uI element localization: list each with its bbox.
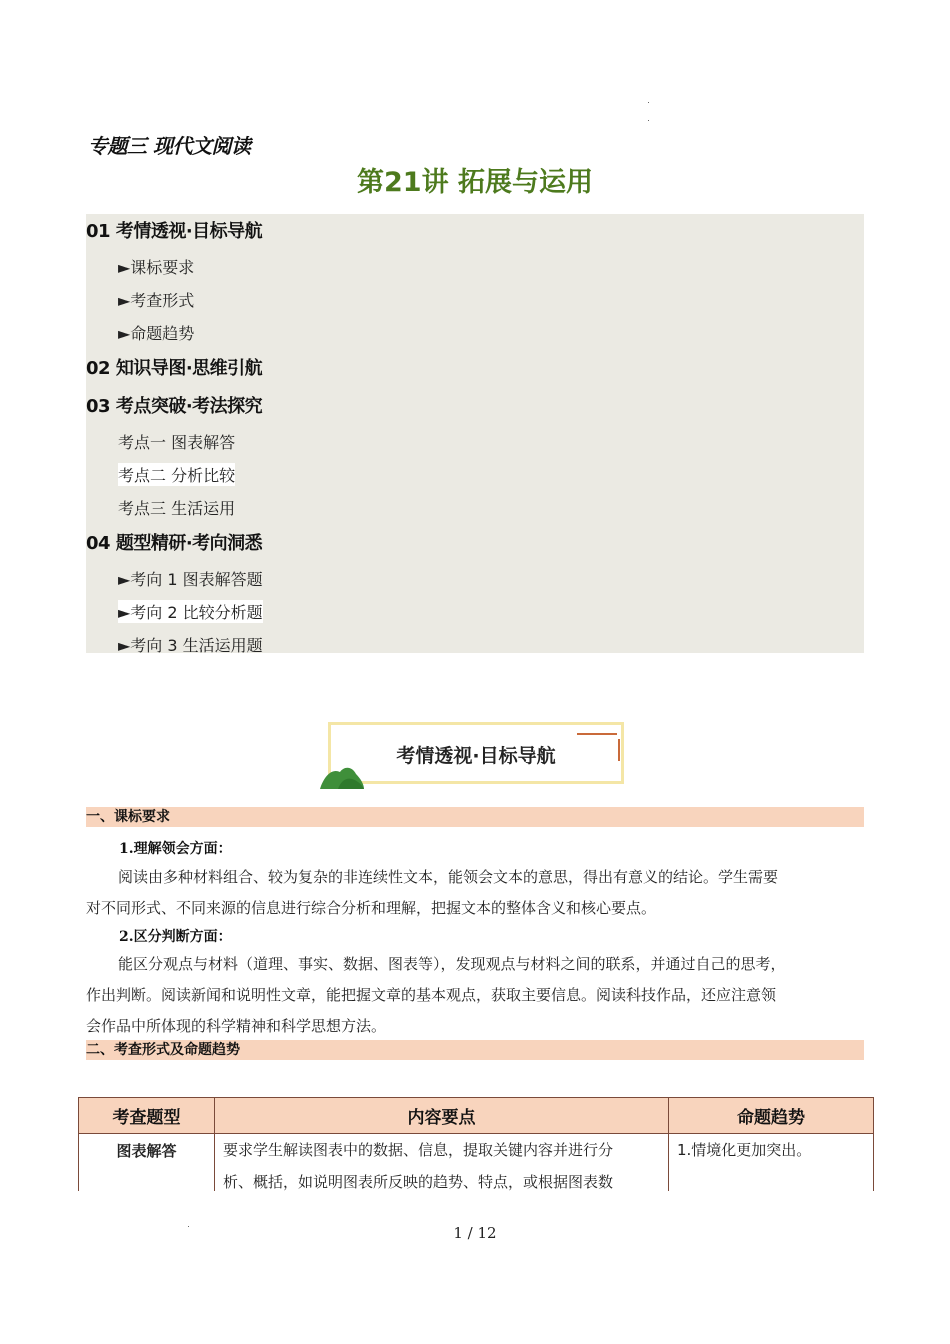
paragraph-line: 对不同形式、不同来源的信息进行综合分析和理解，把握文本的整体含义和核心要点。 <box>86 899 657 917</box>
lecture-title: 第21讲 拓展与运用 <box>357 167 593 198</box>
toc-section-4[interactable]: 04 题型精研·考向洞悉 <box>86 533 263 554</box>
toc-item[interactable]: 考点三 生活运用 <box>118 499 236 518</box>
table-row <box>79 1134 874 1192</box>
toc-item[interactable]: 考点一 图表解答 <box>118 433 236 452</box>
table-header: 内容要点 <box>215 1098 669 1134</box>
paragraph-line: 会作品中所体现的科学精神和科学思想方法。 <box>86 1017 387 1035</box>
toc-item[interactable]: ►命题趋势 <box>118 324 195 343</box>
section-heading-2: 二、考查形式及命题趋势 <box>86 1040 864 1060</box>
paragraph-line: 作出判断。阅读新闻和说明性文章，能把握文章的基本观点，获取主要信息。阅读科技作品，还应注意领 <box>86 986 777 1004</box>
toc-item[interactable]: 考点二 分析比较 <box>118 463 235 486</box>
table-cell-content <box>215 1134 669 1192</box>
toc-item[interactable]: ►课标要求 <box>118 258 195 277</box>
series-label: 专题三 现代文阅读 <box>88 134 251 158</box>
table-header: 命题趋势 <box>669 1098 874 1134</box>
toc-item[interactable]: ►考查形式 <box>118 291 195 310</box>
banner-title: 考情透视·目标导航 <box>396 745 556 767</box>
paragraph-line: 能区分观点与材料（道理、事实、数据、图表等），发现观点与材料之间的联系，并通过自己的思考， <box>118 955 786 973</box>
cell-line: 要求学生解读图表中的数据、信息，提取关键内容并进行分 <box>223 1141 614 1159</box>
paragraph-line: 阅读由多种材料组合、较为复杂的非连续性文本，能领会文本的意思，得出有意义的结论。学生需要 <box>118 868 779 886</box>
table-header: 考查题型 <box>79 1098 215 1134</box>
section-heading-1: 一、课标要求 <box>86 807 864 827</box>
toc-item[interactable]: ►考向 1 图表解答题 <box>118 570 263 589</box>
toc-item[interactable]: ►考向 2 比较分析题 <box>118 600 263 623</box>
table-cell-type: 图表解答 <box>79 1134 215 1192</box>
page-number: 1 / 12 <box>453 1224 497 1242</box>
toc-section-2[interactable]: 02 知识导图·思维引航 <box>86 358 263 379</box>
toc-section-3[interactable]: 03 考点突破·考法探究 <box>86 396 263 417</box>
exam-format-table <box>78 1097 874 1191</box>
cell-line: 析、概括，如说明图表所反映的趋势、特点，或根据图表数 <box>223 1173 614 1191</box>
table-cell-trend: 1.情境化更加突出。 <box>669 1134 874 1192</box>
toc-section-1[interactable]: 01 考情透视·目标导航 <box>86 221 263 242</box>
subheading: 1.理解领会方面： <box>119 841 232 857</box>
toc-item[interactable]: ►考向 3 生活运用题 <box>118 636 263 655</box>
subheading: 2.区分判断方面： <box>119 929 232 945</box>
